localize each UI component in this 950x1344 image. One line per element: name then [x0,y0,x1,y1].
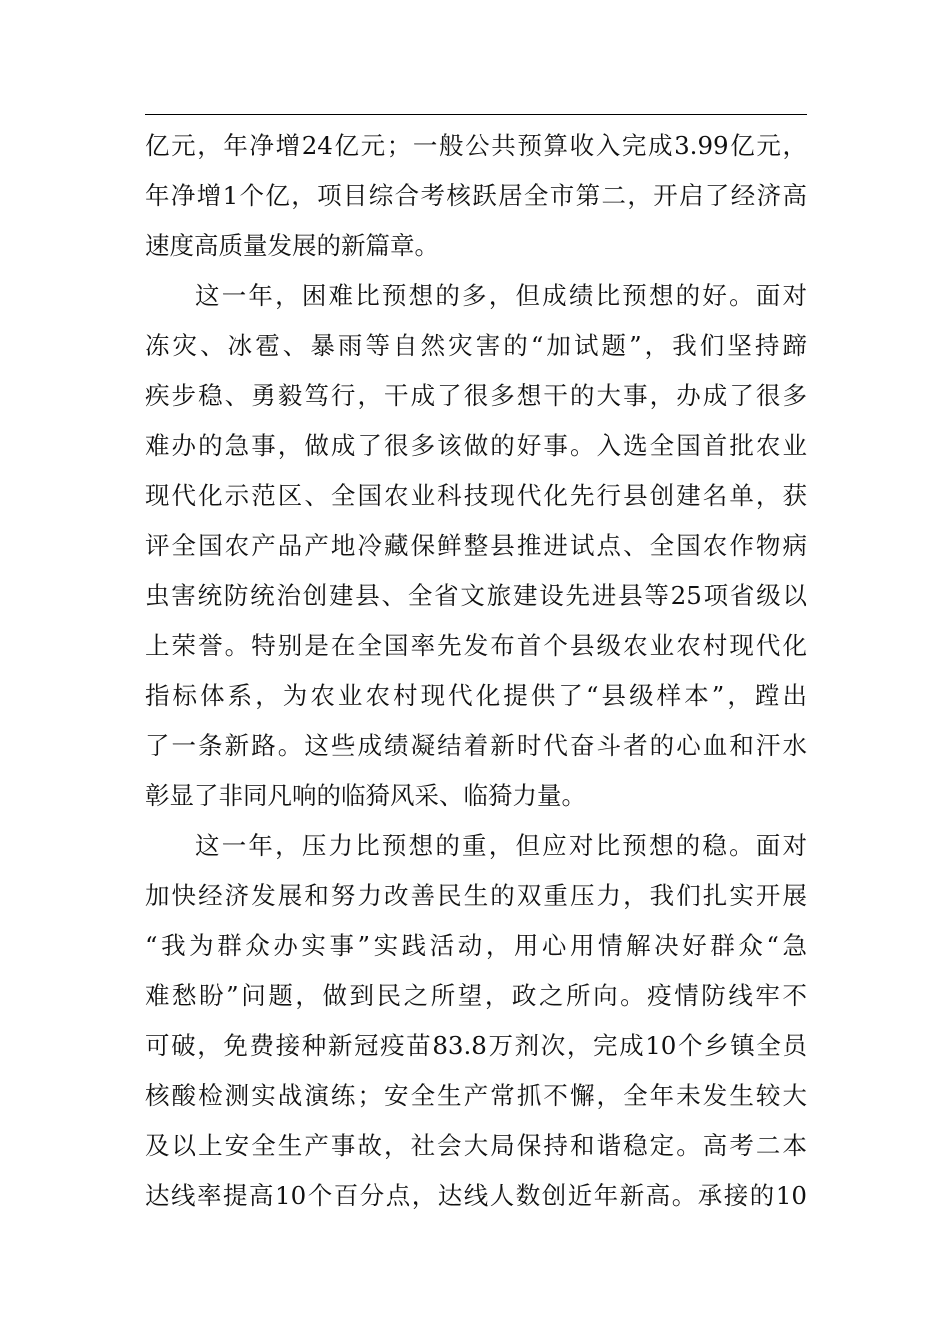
paragraph-3-line-8: 达线率提高10个百分点，达线人数创近年新高。承接的10 [145,1181,807,1210]
paragraph-1-line-1: 亿元，年净增24亿元；一般公共预算收入完成3.99亿元， [145,131,807,160]
paragraph-2-line-11: 彰显了非同凡响的临猗风采、临猗力量。 [145,781,586,810]
header-rule [145,114,807,115]
paragraph-3-line-7: 及以上安全生产事故，社会大局保持和谐稳定。高考二本 [145,1131,807,1160]
paragraph-3-line-6: 核酸检测实战演练；安全生产常抓不懈，全年未发生较大 [145,1081,807,1110]
paragraph-1-line-2: 年净增1个亿，项目综合考核跃居全市第二，开启了经济高 [145,181,807,210]
paragraph-2-line-9: 指标体系，为农业农村现代化提供了“县级样本”，蹚出 [145,681,807,710]
paragraph-2-line-6: 评全国农产品产地冷藏保鲜整县推进试点、全国农作物病 [145,531,807,560]
paragraph-3-line-5: 可破，免费接种新冠疫苗83.8万剂次，完成10个乡镇全员 [145,1031,807,1060]
paragraph-2-line-5: 现代化示范区、全国农业科技现代化先行县创建名单，获 [145,481,807,510]
paragraph-2-line-7: 虫害统防统治创建县、全省文旅建设先进县等25项省级以 [145,581,807,610]
paragraph-2-line-1: 这一年，困难比预想的多，但成绩比预想的好。面对 [195,281,807,310]
paragraph-1-line-3: 速度高质量发展的新篇章。 [145,231,439,260]
paragraph-2-line-10: 了一条新路。这些成绩凝结着新时代奋斗者的心血和汗水 [145,731,807,760]
paragraph-2-line-3: 疾步稳、勇毅笃行，干成了很多想干的大事，办成了很多 [145,381,807,410]
paragraph-2-line-8: 上荣誉。特别是在全国率先发布首个县级农业农村现代化 [145,631,807,660]
paragraph-2-line-4: 难办的急事，做成了很多该做的好事。入选全国首批农业 [145,431,807,460]
paragraph-3-line-1: 这一年，压力比预想的重，但应对比预想的稳。面对 [195,831,807,860]
paragraph-3-line-3: “我为群众办实事”实践活动，用心用情解决好群众“急 [145,931,807,960]
paragraph-3-line-2: 加快经济发展和努力改善民生的双重压力，我们扎实开展 [145,881,807,910]
paragraph-2-line-2: 冻灾、冰雹、暴雨等自然灾害的“加试题”，我们坚持蹄 [145,331,807,360]
paragraph-3-line-4: 难愁盼”问题，做到民之所望，政之所向。疫情防线牢不 [145,981,807,1010]
